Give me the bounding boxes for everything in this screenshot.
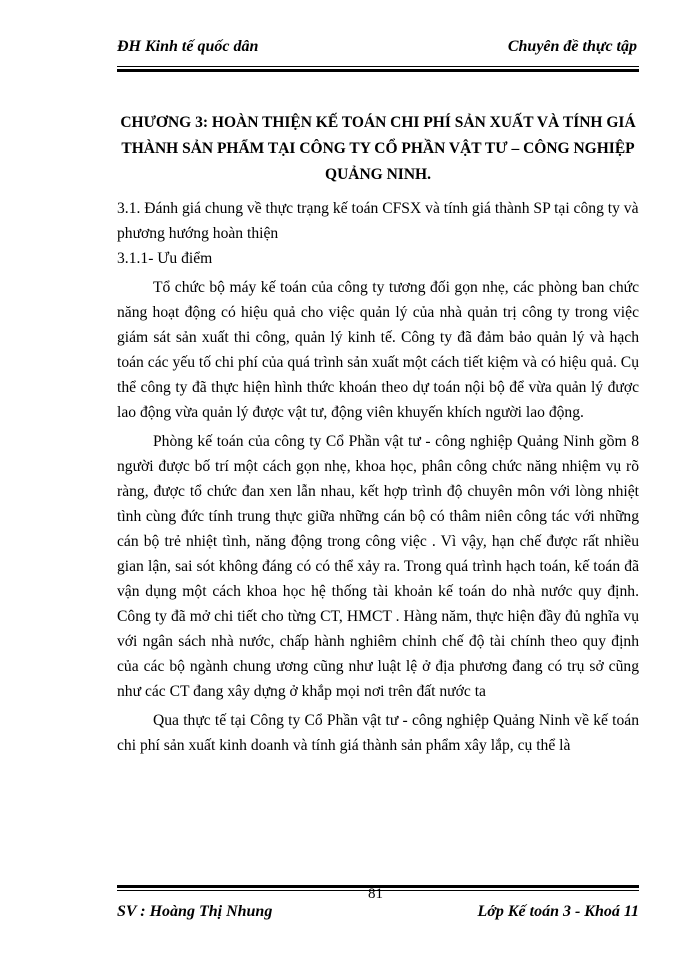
- chapter-title: CHƯƠNG 3: HOÀN THIỆN KẾ TOÁN CHI PHÍ SẢN XUẤT VÀ TÍNH GIÁ THÀNH SẢN PHẨM TẠI CÔNG TY CỔ PHẦN VẬT TƯ – CÔNG NGHIỆP QUẢNG NINH.: [120, 114, 636, 183]
- footer-student-name: SV : Hoàng Thị Nhung: [117, 903, 273, 920]
- page-footer: [117, 897, 639, 923]
- page-number: 81: [368, 886, 383, 902]
- paragraph: Qua thực tế tại Công ty Cổ Phần vật tư - công nghiệp Quảng Ninh về kế toán chi phí sản xuất kinh doanh và tính giá thành sản phẩm xây lắp, cụ thể là: [117, 712, 639, 754]
- footer-class-info: Lớp Kế toán 3 - Khoá 11: [477, 903, 639, 920]
- page-header: [117, 38, 637, 64]
- header-university: ĐH Kinh tế quốc dân: [117, 38, 259, 55]
- section-heading-3-1: 3.1. Đánh giá chung về thực trạng kế toán CFSX và tính giá thành SP tại công ty và phương hướng hoàn thiện: [117, 200, 639, 242]
- header-document-type: Chuyên đề thực tập: [507, 38, 637, 55]
- paragraph: Tổ chức bộ máy kế toán của công ty tương đối gọn nhẹ, các phòng ban chức năng hoạt động có hiệu quả cho việc quản lý của nhà quản trị công ty trong việc giám sát sản xuất thi công, quản lý kinh tế. Công ty đã đảm bảo quản lý và hạch toán các yếu tố chi phí của quá trình sản xuất một cách tiết kiệm và có hiệu quả. Cụ thể công ty đã thực hiện hình thức khoán theo dự toán nội bộ để vừa quản lý được lao động vừa quản lý được vật tư, động viên khuyến khích người lao động.: [117, 279, 639, 421]
- body-content: [117, 196, 639, 758]
- header-rule-thin: [117, 66, 639, 67]
- section-heading-3-1-1: 3.1.1- Ưu điểm: [117, 250, 213, 267]
- header-rule-thick: [117, 69, 639, 72]
- paragraph: Phòng kế toán của công ty Cổ Phần vật tư - công nghiệp Quảng Ninh gồm 8 người được bố trí một cách gọn nhẹ, khoa học, phân công chức năng nhiệm vụ rõ ràng, được tổ chức đan xen lẫn nhau, kết hợp trình độ chuyên môn với lòng nhiệt tình cùng đức tính trung thực giữa những cán bộ có thâm niên công tác với những cán bộ trẻ nhiệt tình, năng động trong công việc . Vì vậy, hạn chế được rất nhiều gian lận, sai sót không đáng có có thể xảy ra. Trong quá trình hạch toán, kế toán đã vận dụng một cách khoa học hệ thống tài khoản kế toán do nhà nước quy định. Công ty đã mở chi tiết cho từng CT, HMCT . Hàng năm, thực hiện đầy đủ nghĩa vụ với ngân sách nhà nước, chấp hành nghiêm chỉnh chế độ tài chính theo quy định của các bộ ngành chung ương cũng như luật lệ ở địa phương đang có trụ sở cũng như các CT đang xây dựng ở khắp mọi nơi trên đất nước ta: [117, 433, 639, 700]
